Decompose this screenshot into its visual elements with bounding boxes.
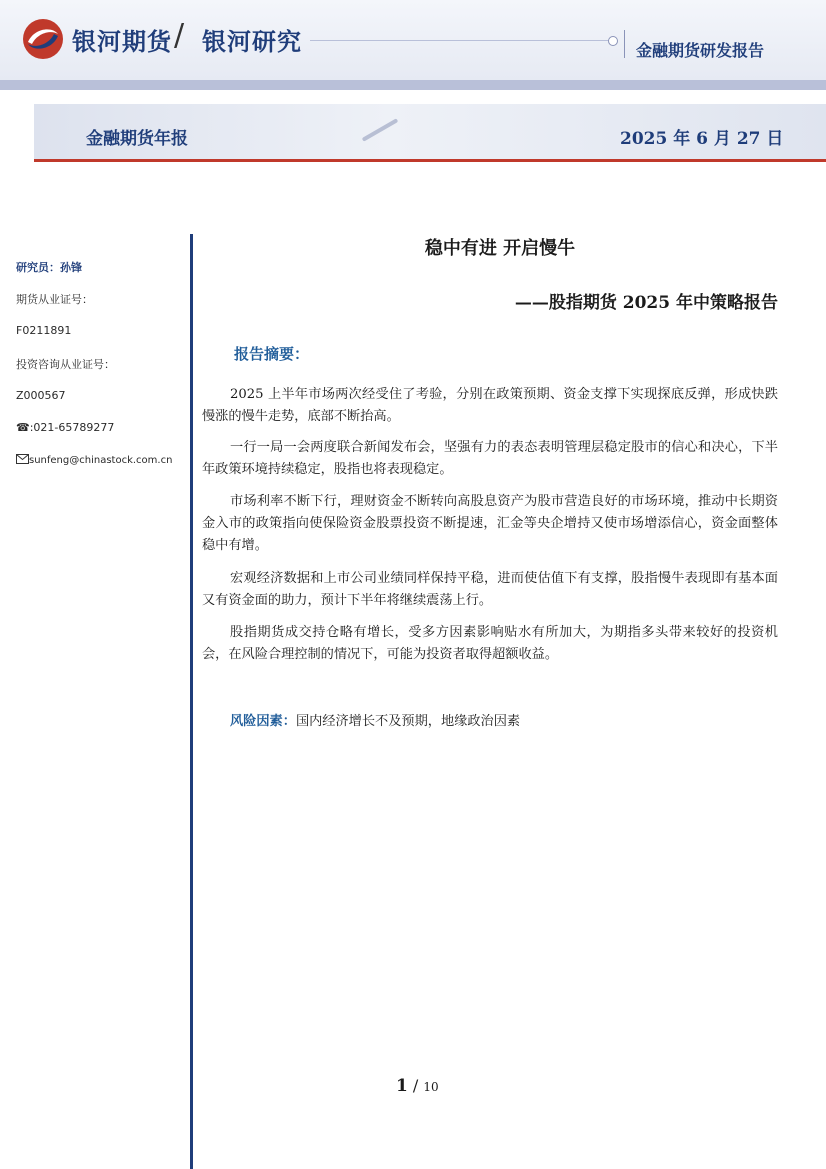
- page-current: 1: [396, 1076, 408, 1096]
- page-separator: /: [407, 1076, 424, 1095]
- banner-accent-line: [34, 159, 826, 162]
- sidebar-divider: [190, 234, 193, 1169]
- analyst-email[interactable]: sunfeng@chinastock.com.cn: [29, 455, 173, 466]
- analyst-phone: ☎:021-65789277: [16, 421, 115, 434]
- page-total: 10: [423, 1080, 439, 1094]
- summary-paragraph: 2025 上半年市场两次经受住了考验，分别在政策预期、资金支撑下实现探底反弹，形成快跌慢涨的慢牛走势，底部不断抬高。: [202, 387, 778, 424]
- brand-separator: /: [174, 18, 185, 53]
- risk-label: 风险因素：: [230, 714, 296, 729]
- report-category: 金融期货年报: [86, 129, 188, 149]
- risk-text: 国内经济增长不及预期，地缘政治因素: [295, 714, 521, 729]
- analyst-email-row: [16, 454, 172, 466]
- brand-research: 银河研究: [202, 28, 302, 56]
- report-subtitle: ——股指期货 2025 年中策略报告: [514, 293, 778, 313]
- invest-cert-number: Z000567: [16, 389, 66, 402]
- header-divider-line: [310, 40, 610, 41]
- summary-paragraph: 宏观经济数据和上市公司业绩同样保持平稳，进而使估值下有支撑，股指慢牛表现即有基本面又有资金面的助力，预计下半年将继续震荡上行。: [202, 571, 778, 608]
- summary-heading: 报告摘要：: [234, 345, 310, 363]
- galaxy-logo-icon: [22, 18, 64, 60]
- futures-cert-number: F0211891: [16, 324, 72, 337]
- summary-paragraph: 市场利率不断下行，理财资金不断转向高股息资产为股市营造良好的市场环境，推动中长期资金入市的政策指向使保险资金股票投资不断提速，汇金等央企增持又使市场增添信心，资金面整体稳中有增。: [202, 494, 778, 553]
- summary-paragraph: 一行一局一会两度联合新闻发布会，坚强有力的表态表明管理层稳定股市的信心和决心，下半年政策环境持续稳定，股指也将表现稳定。: [202, 440, 778, 477]
- futures-cert-label: 期货从业证号：: [16, 293, 93, 306]
- brand-name: 银河期货: [72, 28, 172, 56]
- report-title: 稳中有进 开启慢牛: [424, 238, 576, 259]
- header-vertical-rule: [624, 30, 625, 58]
- report-type-label: 金融期货研发报告: [636, 41, 765, 60]
- header-stripe: [0, 80, 826, 90]
- header-line-dot: [608, 36, 618, 46]
- page-number: [396, 1076, 439, 1096]
- summary-paragraph: 股指期货成交持仓略有增长，受多方因素影响贴水有所加大，为期指多头带来较好的投资机会，在风险合理控制的情况下，可能为投资者取得超额收益。: [202, 625, 778, 662]
- analyst-name: 研究员：孙锋: [16, 261, 82, 274]
- invest-cert-label: 投资咨询从业证号：: [16, 358, 115, 371]
- risk-factors: [230, 710, 520, 729]
- report-date: 2025 年 6 月 27 日: [620, 129, 784, 149]
- envelope-icon: [16, 454, 29, 464]
